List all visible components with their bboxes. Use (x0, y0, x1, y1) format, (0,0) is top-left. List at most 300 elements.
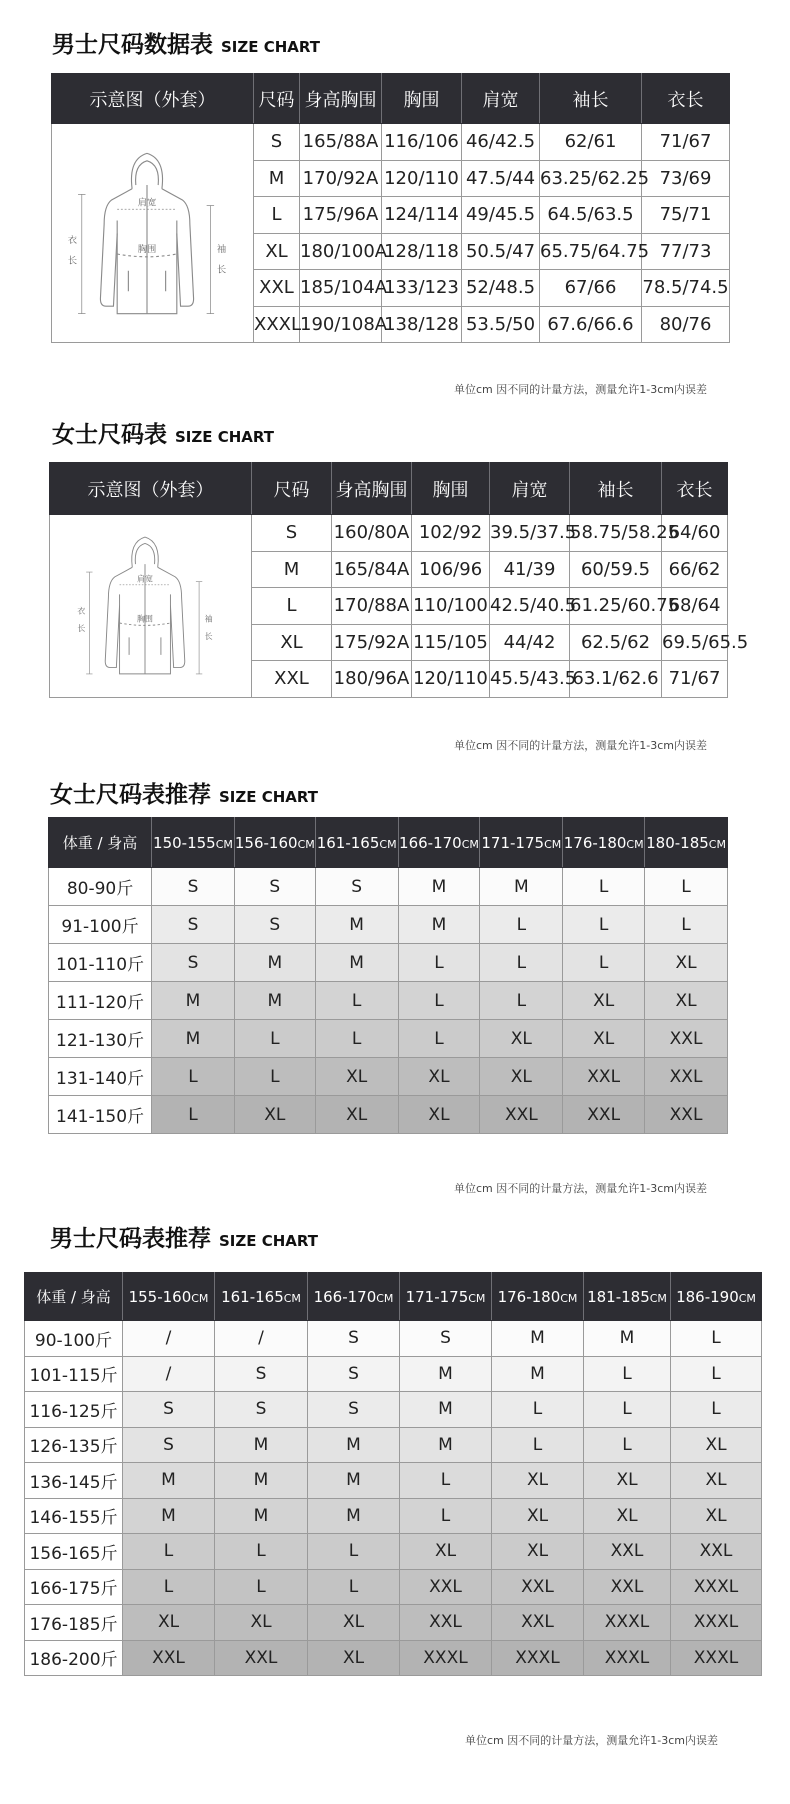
table-cell: 65.75/64.75 (540, 233, 642, 270)
size-cell: XL (308, 1605, 400, 1641)
height-header (480, 818, 563, 868)
weight-label: 126-135斤 (25, 1427, 123, 1463)
table-cell: 124/114 (382, 197, 462, 234)
size-cell: L (123, 1569, 215, 1605)
size-cell: XL (671, 1427, 762, 1463)
height-unit: CM (379, 837, 397, 851)
table-cell: 120/110 (412, 661, 490, 698)
corner-header: 体重 / 身高 (25, 1273, 123, 1321)
table-row (25, 1321, 762, 1357)
size-cell: L (492, 1392, 584, 1428)
table-cell: 75/71 (642, 197, 730, 234)
size-cell: XXL (645, 1096, 728, 1134)
size-cell: S (234, 868, 315, 906)
height-unit: CM (191, 1291, 209, 1305)
height-header (563, 818, 645, 868)
table-cell: 58.75/58.25 (570, 515, 662, 552)
table-cell: 115/105 (412, 624, 490, 661)
size-cell: XXL (645, 1058, 728, 1096)
size-cell: XXL (563, 1058, 645, 1096)
table-cell: 71/67 (662, 661, 728, 698)
men-chart-note: 单位cm 因不同的计量方法，测量允许1-3cm内误差 (454, 383, 707, 396)
size-cell: L (123, 1534, 215, 1570)
size-cell: XL (563, 982, 645, 1020)
table-cell: XXL (252, 661, 332, 698)
size-cell: XXXL (400, 1640, 492, 1676)
sleeve-label-top: 袖 (204, 614, 213, 624)
table-cell: 170/92A (300, 160, 382, 197)
size-cell: S (152, 868, 235, 906)
height-range: 166-170 (399, 833, 462, 852)
weight-label: 101-110斤 (49, 944, 152, 982)
table-row (25, 1569, 762, 1605)
table-cell: XL (252, 624, 332, 661)
table-cell: 128/118 (382, 233, 462, 270)
sleeve-label-bottom: 长 (216, 264, 227, 276)
header-cell: 肩宽 (462, 74, 540, 124)
size-cell: M (215, 1463, 308, 1499)
height-unit: CM (215, 837, 233, 851)
women-rec-title-en: SIZE CHART (219, 788, 319, 806)
height-unit: CM (283, 1291, 301, 1305)
size-cell: XL (645, 982, 728, 1020)
size-cell: XXL (671, 1534, 762, 1570)
size-cell: M (123, 1498, 215, 1534)
diagram-cell (52, 124, 254, 343)
size-cell: XXL (215, 1640, 308, 1676)
size-cell: XL (563, 1020, 645, 1058)
size-cell: L (563, 868, 645, 906)
men-chart-title-cn: 男士尺码数据表 (52, 32, 213, 58)
height-unit: CM (560, 1291, 578, 1305)
size-cell: L (671, 1321, 762, 1357)
height-header (315, 818, 398, 868)
table-row (49, 906, 728, 944)
height-header (398, 818, 480, 868)
size-cell: XL (234, 1096, 315, 1134)
size-cell: L (315, 1020, 398, 1058)
table-cell: 49/45.5 (462, 197, 540, 234)
size-cell: XXL (400, 1569, 492, 1605)
table-cell: 180/100A (300, 233, 382, 270)
size-cell: L (398, 944, 480, 982)
table-cell: 116/106 (382, 124, 462, 161)
women-rec-note: 单位cm 因不同的计量方法，测量允许1-3cm内误差 (454, 1182, 707, 1195)
table-cell: 68/64 (662, 588, 728, 625)
size-cell: XL (480, 1058, 563, 1096)
table-cell: 41/39 (490, 551, 570, 588)
height-unit: CM (544, 837, 562, 851)
size-cell: M (308, 1498, 400, 1534)
weight-label: 176-185斤 (25, 1605, 123, 1641)
women-recommendation-table (48, 817, 728, 1134)
weight-label: 116-125斤 (25, 1392, 123, 1428)
size-cell: S (308, 1321, 400, 1357)
table-cell: M (254, 160, 300, 197)
table-cell: 170/88A (332, 588, 412, 625)
table-cell: M (252, 551, 332, 588)
size-cell: M (308, 1427, 400, 1463)
weight-label: 91-100斤 (49, 906, 152, 944)
size-cell: XXL (480, 1096, 563, 1134)
weight-label: 90-100斤 (25, 1321, 123, 1357)
size-cell: XL (492, 1463, 584, 1499)
table-cell: 160/80A (332, 515, 412, 552)
men-rec-title-cn: 男士尺码表推荐 (50, 1226, 211, 1252)
height-range: 180-185 (646, 833, 709, 852)
header-cell: 肩宽 (490, 463, 570, 515)
size-cell: L (215, 1569, 308, 1605)
size-cell: XXL (492, 1605, 584, 1641)
table-cell: L (252, 588, 332, 625)
height-range: 181-185 (587, 1287, 650, 1306)
weight-label: 141-150斤 (49, 1096, 152, 1134)
size-cell: XXL (123, 1640, 215, 1676)
women-chart-title (52, 416, 274, 449)
table-cell: 60/59.5 (570, 551, 662, 588)
size-cell: XL (400, 1534, 492, 1570)
table-cell: 62.5/62 (570, 624, 662, 661)
size-cell: M (215, 1498, 308, 1534)
size-cell: XL (398, 1096, 480, 1134)
women-rec-title (50, 776, 318, 809)
table-cell: 69.5/65.5 (662, 624, 728, 661)
table-cell: 80/76 (642, 306, 730, 343)
size-cell: L (563, 944, 645, 982)
table-row (49, 868, 728, 906)
size-cell: XL (584, 1463, 671, 1499)
size-cell: XXXL (671, 1640, 762, 1676)
table-cell: 47.5/44 (462, 160, 540, 197)
size-cell: / (215, 1321, 308, 1357)
header-cell: 尺码 (254, 74, 300, 124)
size-cell: L (492, 1427, 584, 1463)
size-cell: M (480, 868, 563, 906)
size-cell: L (584, 1356, 671, 1392)
height-range: 176-180 (497, 1287, 561, 1306)
shoulder-label: 肩宽 (137, 197, 157, 209)
size-cell: XL (398, 1058, 480, 1096)
table-cell: 52/48.5 (462, 270, 540, 307)
weight-label: 101-115斤 (25, 1356, 123, 1392)
height-unit: CM (376, 1291, 394, 1305)
table-cell: 44/42 (490, 624, 570, 661)
header-cell: 示意图（外套） (52, 74, 254, 124)
size-cell: XXL (584, 1534, 671, 1570)
men-chart-title-en: SIZE CHART (221, 38, 321, 56)
size-cell: XL (671, 1498, 762, 1534)
table-row (25, 1463, 762, 1499)
table-row (25, 1534, 762, 1570)
header-cell: 衣长 (662, 463, 728, 515)
size-cell: L (152, 1058, 235, 1096)
women-size-header-row (50, 463, 728, 515)
length-label-top: 衣 (67, 234, 78, 246)
height-header (152, 818, 235, 868)
size-cell: L (563, 906, 645, 944)
size-cell: M (400, 1356, 492, 1392)
height-header (400, 1273, 492, 1321)
size-cell: L (315, 982, 398, 1020)
table-cell: S (254, 124, 300, 161)
height-header (492, 1273, 584, 1321)
table-cell: 106/96 (412, 551, 490, 588)
size-cell: XXXL (584, 1605, 671, 1641)
size-cell: M (234, 944, 315, 982)
size-cell: L (584, 1392, 671, 1428)
table-cell: 165/84A (332, 551, 412, 588)
size-cell: M (492, 1321, 584, 1357)
men-size-header-row (52, 74, 730, 124)
header-cell: 身高胸围 (332, 463, 412, 515)
size-cell: L (400, 1463, 492, 1499)
height-range: 166-170 (313, 1287, 377, 1306)
size-cell: S (123, 1427, 215, 1463)
size-cell: M (308, 1463, 400, 1499)
size-cell: XXL (400, 1605, 492, 1641)
size-cell: M (492, 1356, 584, 1392)
size-cell: XL (645, 944, 728, 982)
size-cell: L (480, 906, 563, 944)
height-unit: CM (297, 837, 315, 851)
table-row (25, 1640, 762, 1676)
size-cell: L (398, 982, 480, 1020)
size-cell: M (398, 868, 480, 906)
women-chart-note: 单位cm 因不同的计量方法，测量允许1-3cm内误差 (454, 739, 707, 752)
size-cell: L (645, 906, 728, 944)
size-cell: L (152, 1096, 235, 1134)
table-cell: 45.5/43.5 (490, 661, 570, 698)
size-cell: L (671, 1392, 762, 1428)
table-cell: S (252, 515, 332, 552)
size-cell: XL (215, 1605, 308, 1641)
size-cell: XL (671, 1463, 762, 1499)
height-range: 171-175 (481, 833, 545, 852)
size-cell: L (400, 1498, 492, 1534)
height-header (123, 1273, 215, 1321)
size-cell: L (308, 1534, 400, 1570)
women-size-table (49, 462, 749, 698)
chest-label: 胸围 (137, 614, 153, 624)
size-cell: L (584, 1427, 671, 1463)
size-cell: S (152, 944, 235, 982)
size-cell: XXXL (584, 1640, 671, 1676)
header-cell: 袖长 (540, 74, 642, 124)
table-row (50, 515, 728, 552)
size-cell: XXXL (671, 1605, 762, 1641)
size-cell: XL (492, 1498, 584, 1534)
weight-label: 186-200斤 (25, 1640, 123, 1676)
size-cell: M (584, 1321, 671, 1357)
size-cell: XXL (492, 1569, 584, 1605)
weight-label: 111-120斤 (49, 982, 152, 1020)
size-cell: M (123, 1463, 215, 1499)
table-row (49, 1096, 728, 1134)
size-cell: XXL (584, 1569, 671, 1605)
size-cell: L (234, 1020, 315, 1058)
size-cell: M (315, 944, 398, 982)
size-cell: M (215, 1427, 308, 1463)
height-range: 156-160 (234, 833, 298, 852)
table-cell: 185/104A (300, 270, 382, 307)
size-cell: L (671, 1356, 762, 1392)
height-unit: CM (738, 1291, 756, 1305)
size-cell: S (400, 1321, 492, 1357)
size-cell: L (645, 868, 728, 906)
height-header (671, 1273, 762, 1321)
table-cell: 42.5/40.5 (490, 588, 570, 625)
table-cell: 78.5/74.5 (642, 270, 730, 307)
table-cell: 77/73 (642, 233, 730, 270)
size-cell: L (215, 1534, 308, 1570)
size-cell: S (123, 1392, 215, 1428)
height-header (645, 818, 728, 868)
size-cell: S (308, 1356, 400, 1392)
jacket-diagram-icon (52, 131, 242, 336)
header-cell: 身高胸围 (300, 74, 382, 124)
table-cell: 67/66 (540, 270, 642, 307)
size-cell: XL (315, 1058, 398, 1096)
height-range: 155-160 (128, 1287, 192, 1306)
corner-header: 体重 / 身高 (49, 818, 152, 868)
size-cell: / (123, 1321, 215, 1357)
size-cell: L (480, 944, 563, 982)
size-cell: L (308, 1569, 400, 1605)
men-rec-header-row (25, 1273, 762, 1321)
height-range: 150-155 (153, 833, 216, 852)
size-cell: XL (308, 1640, 400, 1676)
size-cell: M (398, 906, 480, 944)
table-cell: 62/61 (540, 124, 642, 161)
women-rec-title-cn: 女士尺码表推荐 (50, 782, 211, 808)
table-row (25, 1392, 762, 1428)
size-cell: M (152, 1020, 235, 1058)
table-cell: 71/67 (642, 124, 730, 161)
height-unit: CM (461, 837, 479, 851)
table-row (49, 1020, 728, 1058)
size-cell: XL (480, 1020, 563, 1058)
table-cell: 165/88A (300, 124, 382, 161)
size-cell: S (152, 906, 235, 944)
size-cell: L (480, 982, 563, 1020)
height-header (234, 818, 315, 868)
men-size-table (51, 73, 730, 343)
women-chart-title-cn: 女士尺码表 (52, 422, 167, 448)
women-chart-title-en: SIZE CHART (175, 428, 275, 446)
size-cell: M (400, 1392, 492, 1428)
table-cell: 50.5/47 (462, 233, 540, 270)
size-cell: M (234, 982, 315, 1020)
length-label-bottom: 长 (77, 624, 86, 634)
table-row (25, 1498, 762, 1534)
table-cell: 133/123 (382, 270, 462, 307)
size-cell: S (234, 906, 315, 944)
diagram-cell (50, 515, 252, 698)
height-range: 186-190 (676, 1287, 739, 1306)
table-cell: 46/42.5 (462, 124, 540, 161)
table-cell: 53.5/50 (462, 306, 540, 343)
height-header (308, 1273, 400, 1321)
table-cell: 64/60 (662, 515, 728, 552)
table-cell: 120/110 (382, 160, 462, 197)
size-cell: XL (492, 1534, 584, 1570)
height-unit: CM (468, 1291, 486, 1305)
size-cell: M (315, 906, 398, 944)
header-cell: 袖长 (570, 463, 662, 515)
table-row (52, 124, 730, 161)
table-cell: 175/96A (300, 197, 382, 234)
table-row (49, 944, 728, 982)
length-label-top: 衣 (77, 606, 86, 616)
table-cell: XL (254, 233, 300, 270)
women-rec-header-row (49, 818, 728, 868)
table-cell: XXL (254, 270, 300, 307)
height-range: 171-175 (405, 1287, 469, 1306)
size-cell: M (400, 1427, 492, 1463)
shoulder-label: 肩宽 (137, 574, 153, 584)
weight-label: 121-130斤 (49, 1020, 152, 1058)
height-unit: CM (626, 837, 644, 851)
weight-label: 131-140斤 (49, 1058, 152, 1096)
size-cell: XXXL (492, 1640, 584, 1676)
sleeve-label-top: 袖 (216, 243, 227, 255)
table-row (25, 1427, 762, 1463)
table-cell: 190/108A (300, 306, 382, 343)
header-cell: 胸围 (412, 463, 490, 515)
table-row (49, 982, 728, 1020)
height-unit: CM (708, 837, 726, 851)
table-row (49, 1058, 728, 1096)
size-cell: S (315, 868, 398, 906)
table-cell: 138/128 (382, 306, 462, 343)
men-rec-title (50, 1220, 318, 1253)
size-cell: L (398, 1020, 480, 1058)
table-cell: 63.1/62.6 (570, 661, 662, 698)
chest-label: 胸围 (137, 243, 157, 255)
table-cell: 175/92A (332, 624, 412, 661)
length-label-bottom: 长 (67, 254, 78, 266)
men-rec-title-en: SIZE CHART (219, 1232, 319, 1250)
weight-label: 80-90斤 (49, 868, 152, 906)
height-range: 161-165 (316, 833, 380, 852)
table-cell: XXXL (254, 306, 300, 343)
men-recommendation-table (24, 1272, 762, 1676)
height-header (215, 1273, 308, 1321)
size-cell: S (215, 1356, 308, 1392)
size-cell: XXXL (671, 1569, 762, 1605)
table-row (25, 1605, 762, 1641)
table-cell: 66/62 (662, 551, 728, 588)
jacket-diagram-icon (50, 518, 240, 693)
size-cell: M (152, 982, 235, 1020)
table-cell: 64.5/63.5 (540, 197, 642, 234)
size-cell: XL (315, 1096, 398, 1134)
table-cell: L (254, 197, 300, 234)
size-cell: S (308, 1392, 400, 1428)
header-cell: 示意图（外套） (50, 463, 252, 515)
height-range: 176-180 (563, 833, 627, 852)
table-cell: 73/69 (642, 160, 730, 197)
size-cell: S (215, 1392, 308, 1428)
weight-label: 136-145斤 (25, 1463, 123, 1499)
size-cell: XL (123, 1605, 215, 1641)
header-cell: 尺码 (252, 463, 332, 515)
size-cell: XXL (645, 1020, 728, 1058)
size-cell: L (234, 1058, 315, 1096)
weight-label: 146-155斤 (25, 1498, 123, 1534)
table-row (25, 1356, 762, 1392)
height-range: 161-165 (221, 1287, 284, 1306)
